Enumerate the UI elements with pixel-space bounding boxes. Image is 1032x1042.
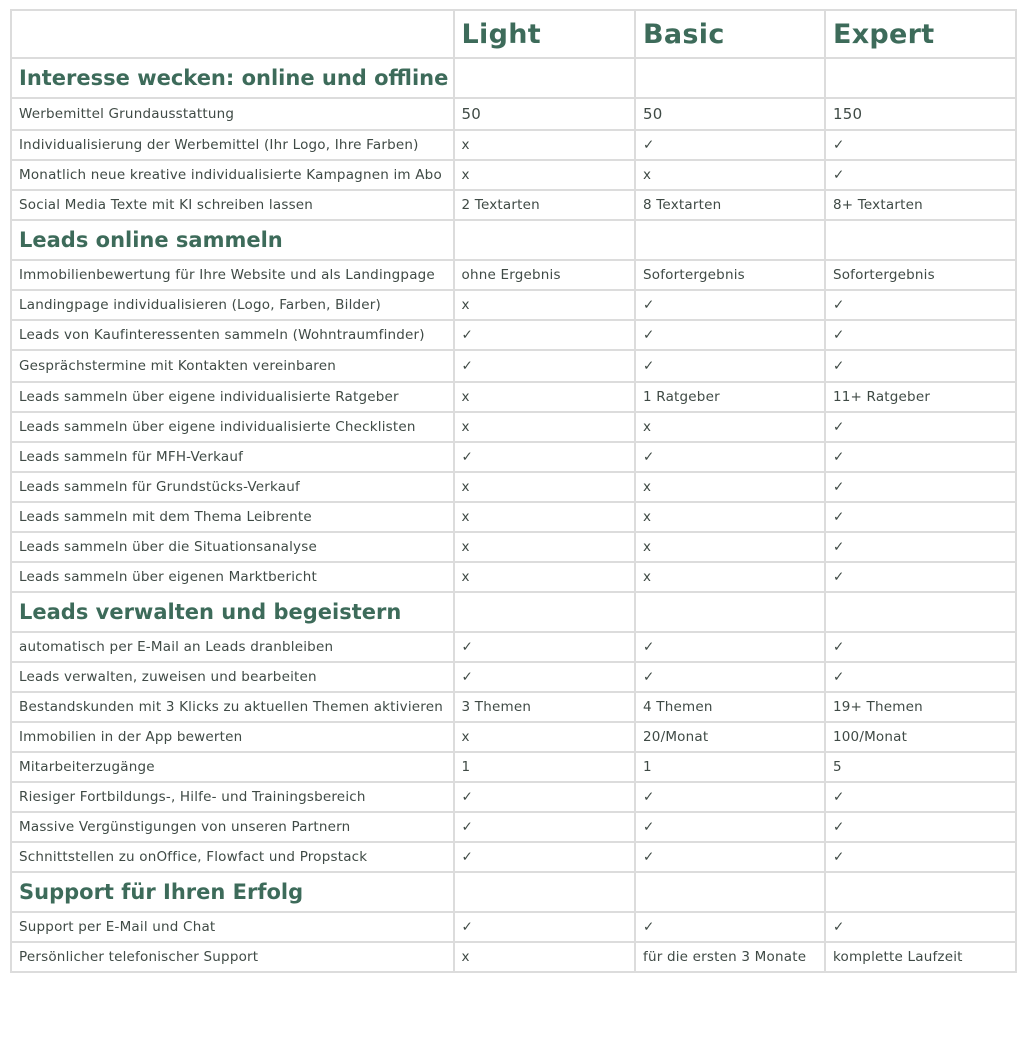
- value-expert: ✓: [825, 782, 1016, 812]
- value-light: ✓: [454, 632, 635, 662]
- section-empty-cell: [635, 872, 825, 912]
- feature-label: Leads sammeln über die Situationsanalyse: [11, 532, 454, 562]
- feature-row: [11, 160, 1016, 190]
- section-heading-row: [11, 220, 1016, 260]
- feature-label: Leads verwalten, zuweisen und bearbeiten: [11, 662, 454, 692]
- value-light: x: [454, 532, 635, 562]
- value-basic: ✓: [635, 442, 825, 472]
- feature-label: automatisch per E-Mail an Leads dranbleiben: [11, 632, 454, 662]
- feature-label: Support per E-Mail und Chat: [11, 912, 454, 942]
- feature-row: [11, 722, 1016, 752]
- feature-row: [11, 190, 1016, 220]
- section-title: Leads online sammeln: [11, 220, 454, 260]
- value-basic: für die ersten 3 Monate: [635, 942, 825, 972]
- section-empty-cell: [825, 220, 1016, 260]
- feature-row: [11, 350, 1016, 382]
- plan-header-row: [11, 10, 1016, 58]
- value-expert: ✓: [825, 350, 1016, 382]
- value-expert: ✓: [825, 442, 1016, 472]
- value-expert: 11+ Ratgeber: [825, 382, 1016, 412]
- feature-label: Immobilien in der App bewerten: [11, 722, 454, 752]
- feature-row: [11, 532, 1016, 562]
- value-basic: x: [635, 532, 825, 562]
- feature-label: Persönlicher telefonischer Support: [11, 942, 454, 972]
- value-expert: 19+ Themen: [825, 692, 1016, 722]
- feature-row: [11, 412, 1016, 442]
- feature-label: Leads von Kaufinteressenten sammeln (Wohntraumfinder): [11, 320, 454, 350]
- feature-row: [11, 912, 1016, 942]
- value-light: x: [454, 722, 635, 752]
- value-basic: x: [635, 502, 825, 532]
- value-expert: ✓: [825, 532, 1016, 562]
- value-basic: 20/Monat: [635, 722, 825, 752]
- value-expert: 8+ Textarten: [825, 190, 1016, 220]
- value-basic: 4 Themen: [635, 692, 825, 722]
- value-expert: ✓: [825, 842, 1016, 872]
- value-basic: ✓: [635, 662, 825, 692]
- value-expert: ✓: [825, 130, 1016, 160]
- value-light: x: [454, 160, 635, 190]
- value-light: ohne Ergebnis: [454, 260, 635, 290]
- feature-row: [11, 562, 1016, 592]
- section-empty-cell: [635, 592, 825, 632]
- feature-label: Leads sammeln für Grundstücks-Verkauf: [11, 472, 454, 502]
- value-light: ✓: [454, 912, 635, 942]
- value-expert: ✓: [825, 290, 1016, 320]
- feature-label: Bestandskunden mit 3 Klicks zu aktuellen Themen aktivieren: [11, 692, 454, 722]
- feature-row: [11, 442, 1016, 472]
- section-title: Support für Ihren Erfolg: [11, 872, 454, 912]
- value-expert: Sofortergebnis: [825, 260, 1016, 290]
- feature-label: Leads sammeln über eigene individualisierte Ratgeber: [11, 382, 454, 412]
- value-expert: ✓: [825, 320, 1016, 350]
- feature-row: [11, 782, 1016, 812]
- value-light: 2 Textarten: [454, 190, 635, 220]
- value-light: 3 Themen: [454, 692, 635, 722]
- feature-row: [11, 382, 1016, 412]
- feature-label: Immobilienbewertung für Ihre Website und als Landingpage: [11, 260, 454, 290]
- feature-row: [11, 98, 1016, 130]
- value-light: x: [454, 382, 635, 412]
- value-light: 1: [454, 752, 635, 782]
- section-empty-cell: [825, 592, 1016, 632]
- value-expert: 150: [825, 98, 1016, 130]
- value-expert: komplette Laufzeit: [825, 942, 1016, 972]
- value-expert: ✓: [825, 562, 1016, 592]
- value-expert: 5: [825, 752, 1016, 782]
- value-light: x: [454, 130, 635, 160]
- feature-label: Leads sammeln mit dem Thema Leibrente: [11, 502, 454, 532]
- value-basic: ✓: [635, 130, 825, 160]
- table-body: [11, 10, 1016, 972]
- feature-row: [11, 632, 1016, 662]
- value-basic: x: [635, 472, 825, 502]
- value-basic: x: [635, 562, 825, 592]
- plan-name-light: Light: [454, 10, 635, 58]
- feature-row: [11, 502, 1016, 532]
- value-expert: ✓: [825, 912, 1016, 942]
- value-light: x: [454, 502, 635, 532]
- section-empty-cell: [454, 220, 635, 260]
- feature-row: [11, 842, 1016, 872]
- value-light: ✓: [454, 442, 635, 472]
- section-empty-cell: [825, 872, 1016, 912]
- feature-row: [11, 130, 1016, 160]
- value-basic: 1: [635, 752, 825, 782]
- value-light: ✓: [454, 350, 635, 382]
- value-basic: Sofortergebnis: [635, 260, 825, 290]
- feature-label: Gesprächstermine mit Kontakten vereinbaren: [11, 350, 454, 382]
- pricing-comparison-table: [10, 9, 1017, 973]
- feature-row: [11, 812, 1016, 842]
- feature-row: [11, 290, 1016, 320]
- value-basic: 50: [635, 98, 825, 130]
- value-basic: ✓: [635, 632, 825, 662]
- value-basic: x: [635, 160, 825, 190]
- plan-name-basic: Basic: [635, 10, 825, 58]
- value-basic: ✓: [635, 912, 825, 942]
- feature-label: Leads sammeln über eigene individualisierte Checklisten: [11, 412, 454, 442]
- feature-label: Werbemittel Grundausstattung: [11, 98, 454, 130]
- value-basic: ✓: [635, 290, 825, 320]
- section-empty-cell: [635, 58, 825, 98]
- feature-row: [11, 472, 1016, 502]
- plan-name-expert: Expert: [825, 10, 1016, 58]
- value-expert: 100/Monat: [825, 722, 1016, 752]
- value-basic: x: [635, 412, 825, 442]
- value-light: ✓: [454, 782, 635, 812]
- feature-label: Social Media Texte mit KI schreiben lassen: [11, 190, 454, 220]
- section-empty-cell: [454, 872, 635, 912]
- feature-row: [11, 662, 1016, 692]
- value-basic: ✓: [635, 320, 825, 350]
- value-light: ✓: [454, 842, 635, 872]
- feature-label: Mitarbeiterzugänge: [11, 752, 454, 782]
- section-empty-cell: [454, 58, 635, 98]
- value-light: x: [454, 562, 635, 592]
- feature-label: Landingpage individualisieren (Logo, Farben, Bilder): [11, 290, 454, 320]
- feature-label: Monatlich neue kreative individualisierte Kampagnen im Abo: [11, 160, 454, 190]
- value-expert: ✓: [825, 412, 1016, 442]
- value-light: ✓: [454, 320, 635, 350]
- feature-label: Individualisierung der Werbemittel (Ihr Logo, Ihre Farben): [11, 130, 454, 160]
- value-light: x: [454, 942, 635, 972]
- feature-label: Schnittstellen zu onOffice, Flowfact und Propstack: [11, 842, 454, 872]
- section-empty-cell: [635, 220, 825, 260]
- value-basic: 1 Ratgeber: [635, 382, 825, 412]
- feature-label: Leads sammeln über eigenen Marktbericht: [11, 562, 454, 592]
- value-basic: ✓: [635, 842, 825, 872]
- section-title: Interesse wecken: online und offline: [11, 58, 454, 98]
- value-basic: 8 Textarten: [635, 190, 825, 220]
- feature-label: Leads sammeln für MFH-Verkauf: [11, 442, 454, 472]
- feature-label: Massive Vergünstigungen von unseren Partnern: [11, 812, 454, 842]
- section-heading-row: [11, 872, 1016, 912]
- feature-row: [11, 752, 1016, 782]
- value-expert: ✓: [825, 502, 1016, 532]
- value-light: x: [454, 412, 635, 442]
- value-light: x: [454, 472, 635, 502]
- value-light: ✓: [454, 662, 635, 692]
- section-heading-row: [11, 58, 1016, 98]
- feature-row: [11, 260, 1016, 290]
- feature-row: [11, 320, 1016, 350]
- value-basic: ✓: [635, 782, 825, 812]
- section-heading-row: [11, 592, 1016, 632]
- value-light: ✓: [454, 812, 635, 842]
- feature-row: [11, 692, 1016, 722]
- feature-label: Riesiger Fortbildungs-, Hilfe- und Trainingsbereich: [11, 782, 454, 812]
- section-empty-cell: [825, 58, 1016, 98]
- value-expert: ✓: [825, 812, 1016, 842]
- section-empty-cell: [454, 592, 635, 632]
- feature-row: [11, 942, 1016, 972]
- value-basic: ✓: [635, 812, 825, 842]
- section-title: Leads verwalten und begeistern: [11, 592, 454, 632]
- value-expert: ✓: [825, 662, 1016, 692]
- value-expert: ✓: [825, 632, 1016, 662]
- value-light: 50: [454, 98, 635, 130]
- header-empty-cell: [11, 10, 454, 58]
- value-basic: ✓: [635, 350, 825, 382]
- value-light: x: [454, 290, 635, 320]
- value-expert: ✓: [825, 160, 1016, 190]
- value-expert: ✓: [825, 472, 1016, 502]
